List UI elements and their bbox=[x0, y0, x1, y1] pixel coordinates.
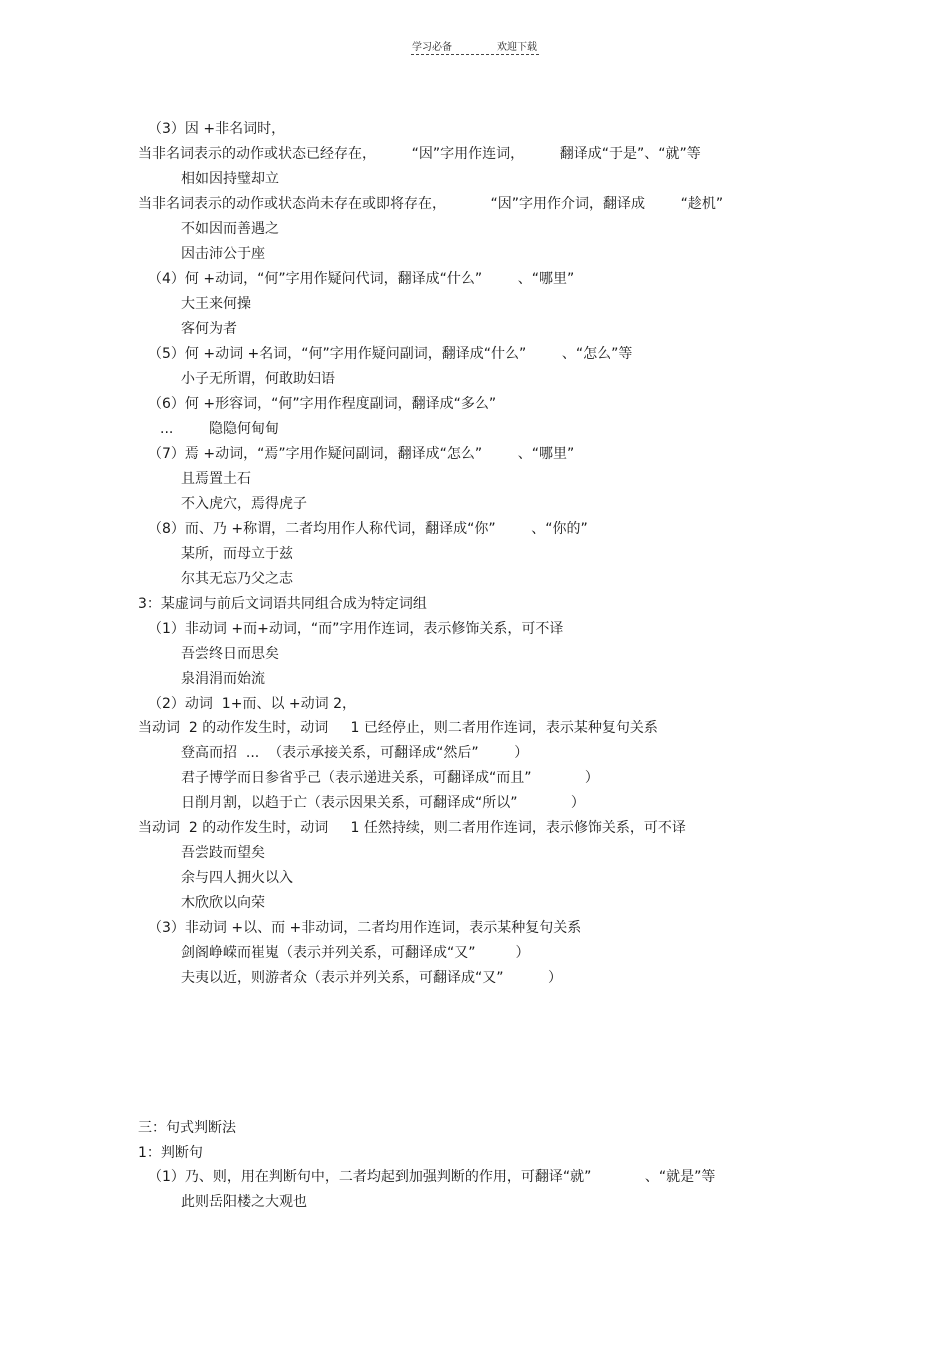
text-line: 尔其无忘乃父之志 bbox=[181, 571, 293, 587]
text-line: 此则岳阳楼之大观也 bbox=[181, 1194, 307, 1210]
text-line: 客何为者 bbox=[181, 321, 237, 337]
text-line: （5）何 +动词 +名词，“何”字用作疑问副词，翻译成“什么” 、“怎么”等 bbox=[148, 346, 633, 362]
text-line: 1：判断句 bbox=[138, 1145, 203, 1161]
page-header bbox=[0, 38, 950, 58]
text-line: 吾尝终日而思矣 bbox=[181, 646, 279, 662]
text-line: （6）何 +形容词，“何”字用作程度副词，翻译成“多么” bbox=[148, 396, 497, 412]
text-line: 3：某虚词与前后文词语共同组合成为特定词组 bbox=[138, 596, 427, 612]
text-line: 不如因而善遇之 bbox=[181, 221, 279, 237]
text-line: 相如因持璧却立 bbox=[181, 171, 279, 187]
text-line: 日削月割，以趋于亡（表示因果关系，可翻译成“所以” ） bbox=[181, 795, 585, 811]
text-line: 某所，而母立于兹 bbox=[181, 546, 293, 562]
text-line: （8）而、乃 +称谓，二者均用作人称代词，翻译成“你” 、“你的” bbox=[148, 521, 588, 537]
text-line: 君子博学而日参省乎己（表示递进关系，可翻译成“而且” ） bbox=[181, 770, 599, 786]
text-line: 吾尝跂而望矣 bbox=[181, 845, 265, 861]
header-right-text: 欢迎下载 bbox=[497, 42, 537, 53]
text-line: 当动词 2 的动作发生时，动词 1 已经停止，则二者用作连词，表示某种复句关系 bbox=[138, 720, 658, 736]
text-line: （3）因 +非名词时， bbox=[148, 121, 286, 137]
text-line: 泉涓涓而始流 bbox=[181, 671, 265, 687]
text-line: 剑阁峥嵘而崔嵬（表示并列关系，可翻译成“又” ） bbox=[181, 945, 530, 961]
text-line: 因击沛公于座 bbox=[181, 246, 265, 262]
text-line: 木欣欣以向荣 bbox=[181, 895, 265, 911]
text-line: （3）非动词 +以、而 +非动词，二者均用作连词，表示某种复句关系 bbox=[148, 920, 582, 936]
text-line: 余与四人拥火以入 bbox=[181, 870, 293, 886]
text-line: 当非名词表示的动作或状态尚未存在或即将存在， “因”字用作介词，翻译成 “趁机” bbox=[138, 196, 724, 212]
text-line: （4）何 +动词，“何”字用作疑问代词，翻译成“什么” 、“哪里” bbox=[148, 271, 575, 287]
text-line: （1）非动词 +而+动词，“而”字用作连词，表示修饰关系，可不译 bbox=[148, 621, 564, 637]
text-line: 登高而招 ... （表示承接关系，可翻译成“然后” ） bbox=[181, 745, 529, 761]
text-line: ... 隐隐何甸甸 bbox=[160, 421, 279, 437]
text-line: 当非名词表示的动作或状态已经存在， “因”字用作连词， 翻译成“于是”、“就”等 bbox=[138, 146, 701, 162]
header-left-text: 学习必备 bbox=[412, 42, 452, 53]
text-line: （2）动词 1+而、以 +动词 2， bbox=[148, 696, 356, 712]
text-line: 夫夷以近，则游者众（表示并列关系，可翻译成“又” ） bbox=[181, 970, 563, 986]
text-line: 且焉置土石 bbox=[181, 471, 251, 487]
text-line: 不入虎穴，焉得虎子 bbox=[181, 496, 307, 512]
text-line: （1）乃、则，用在判断句中，二者均起到加强判断的作用，可翻译“就” 、“就是”等 bbox=[148, 1169, 716, 1185]
section-heading: 三：句式判断法 bbox=[138, 1120, 236, 1136]
text-line: 当动词 2 的动作发生时，动词 1 任然持续，则二者用作连词，表示修饰关系，可不译 bbox=[138, 820, 686, 836]
header-dashed-rule bbox=[411, 54, 539, 55]
text-line: 小子无所谓，何敢助妇语 bbox=[181, 371, 335, 387]
text-line: （7）焉 +动词，“焉”字用作疑问副词，翻译成“怎么” 、“哪里” bbox=[148, 446, 575, 462]
text-line: 大王来何操 bbox=[181, 296, 251, 312]
